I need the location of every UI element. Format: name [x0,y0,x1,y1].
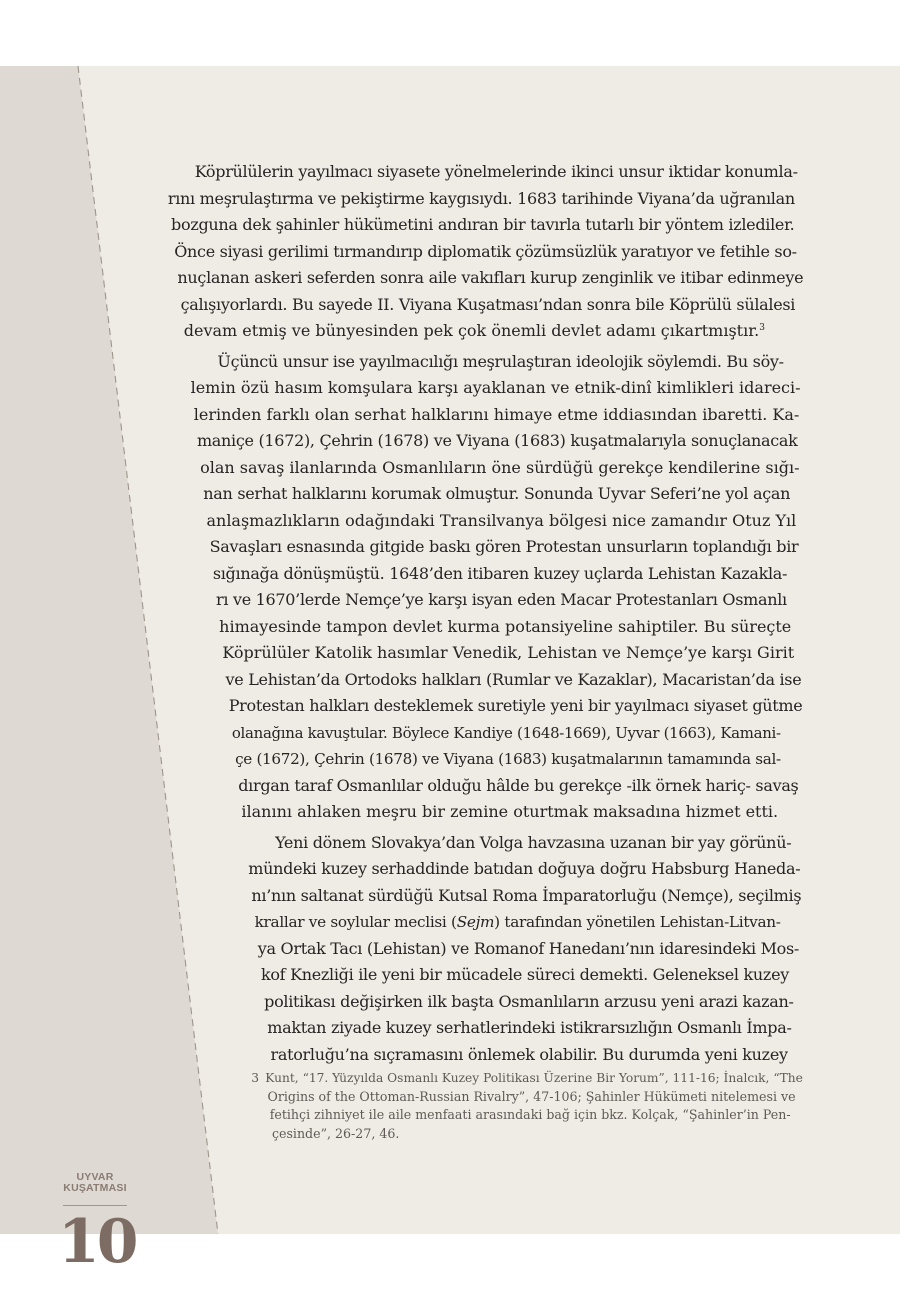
text-line [248,856,803,883]
text-line [238,773,803,800]
text-line [264,989,803,1016]
text-segment: nuçlanan askeri seferden sonra aile vakıfları kurup zenginlik ve itibar edinmeye [177,268,804,287]
chapter-label [60,1172,130,1194]
footnote-text: çesinde”, 26-27, 46. [271,1125,400,1141]
footnote-line [251,1069,803,1088]
text-line [177,265,803,292]
italic-term: Sejm [456,913,495,931]
footnote-line [272,1125,803,1144]
text-segment: lerinden farklı olan serhat halklarını himaye etme iddiasından ibaretti. Ka- [193,404,800,424]
text-segment: Köprülülerin yayılmacı siyasete yönelmelerinde ikinci unsur iktidar konumla- [194,162,798,181]
text-segment: ve Lehistan’da Ortodoks halkları (Rumlar ve Kazaklar), Macaristan’da ise [225,669,802,689]
text-segment: Savaşları esnasında gitgide baskı gören Protestan unsurların toplandığı bir [209,537,799,556]
footnote-text: Kunt, “17. Yüzyılda Osmanlı Kuzey Politikası Üzerine Bir Yorum”, 111-16; İnalcık, “The [265,1071,803,1085]
text-segment: anlaşmazlıkların odağındaki Transilvanya bölgesi nice zamandır Otuz Yıl [206,510,797,530]
text-line [232,720,803,747]
text-segment: Köprülüler Katolik hasımlar Venedik, Lehistan ve Nemçe’ye karşı Girit [222,643,795,662]
text-segment: lemin özü hasım komşulara karşı ayaklanan ve etnik-dinî kimlikleri idareci- [190,378,801,397]
text-segment: çe (1672), Çehrin (1678) ve Viyana (1683) kuşatmalarının tamamında sal- [235,750,781,768]
text-segment: Protestan halkları desteklemek suretiyle yeni bir yayılmacı siyaset gütme [228,696,803,715]
body-text [0,159,900,1068]
text-line [258,936,803,963]
book-page [0,66,900,1277]
text-line [195,159,803,186]
text-segment: olanağına kavuştular. Böylece Kandiye (1648-1669), Uyvar (1663), Kamani- [231,723,781,742]
text-segment: himayesinde tampon devlet kurma potansiyeline sahiptiler. Bu süreçte [219,616,792,636]
text-segment: olan savaş ilanlarında Osmanlıların öne sürdüğü gerekçe kendilerine sığı- [200,457,800,477]
text-segment: nı’nın saltanat sürdüğü Kutsal Roma İmparatorluğu (Nemçe), seçilmiş [251,885,802,905]
text-segment: Yeni dönem Slovakya’dan Volga havzasına uzanan bir yay görünü- [275,832,792,852]
text-segment: nan serhat halklarını korumak olmuştur. Sonunda Uyvar Seferi’ne yol açan [203,484,791,503]
text-line [174,239,803,266]
text-segment: Üçüncü unsur ise yayılmacılığı meşrulaştıran ideolojik söylemdi. Bu söy- [217,351,784,371]
text-segment: krallar ve soylular meclisi ( [254,913,457,931]
footnote-line [268,1088,803,1107]
text-line [181,292,803,319]
text-line [203,481,803,508]
text-segment: ilanını ahlaken meşru bir zemine oturtmak maksadına hizmet etti. [241,802,779,821]
text-line [267,1015,803,1042]
text-line [251,883,803,910]
text-line [241,799,803,826]
text-segment: ya Ortak Tacı (Lehistan) ve Romanof Hanedanı’nın idaresindeki Mos- [257,938,800,958]
text-segment: devam etmiş ve bünyesinden pek çok önemli devlet adamı çıkartmıştır. [183,321,760,340]
text-line [200,455,803,482]
page-number: 10 [58,1207,136,1277]
text-line [229,693,803,720]
text-segment: politikası değişirken ilk başta Osmanlıların arzusu yeni arazi kazan- [264,991,794,1011]
text-line [275,830,803,857]
text-line [184,318,803,345]
text-line [216,587,803,614]
text-segment: dırgan taraf Osmanlılar olduğu hâlde bu gerekçe -ilk örnek hariç- savaş [238,775,799,795]
text-line [210,534,803,561]
text-line [270,1042,803,1069]
paragraph-3 [0,830,900,1069]
text-segment: rı ve 1670’lerde Nemçe’ye karşı isyan eden Macar Protestanları Osmanlı [216,590,787,609]
text-segment: kof Knezliği ile yeni bir mücadele süreci demekti. Geleneksel kuzey [260,965,789,984]
text-line [194,402,803,429]
text-segment: bozguna dek şahinler hükümetini andıran bir tavırla tutarlı bir yöntem izlediler. [171,215,795,234]
text-line [197,428,803,455]
text-segment: rını meşrulaştırma ve pekiştirme kaygısıydı. 1683 tarihinde Viyana’da uğranılan [167,188,795,208]
chapter-label-line2: KUŞATMASI [63,1182,127,1194]
footnote [0,1069,900,1143]
text-line [226,667,803,694]
footnote-line [270,1106,803,1125]
text-segment: sığınağa dönüşmüştü. 1648’den itibaren kuzey uçlarda Lehistan Kazakla- [212,563,788,583]
paragraph-2 [0,349,900,826]
text-line [222,640,803,667]
text-line [261,962,803,989]
text-segment: çalışıyorlardı. Bu sayede II. Viyana Kuşatması’ndan sonra bile Köprülü sülalesi [180,294,796,314]
footnote-text: Origins of the Ottoman-Russian Rivalry”, 47-106; Şahinler Hükümeti nitelemesi ve [267,1088,796,1104]
text-line [217,349,803,376]
paragraph-1 [0,159,900,345]
text-line [171,212,803,239]
text-line [235,746,803,773]
footnote-lines [0,1069,900,1143]
text-segment: maktan ziyade kuzey serhatlerindeki istikrarsızlığın Osmanlı İmpa- [267,1018,792,1037]
text-line [191,375,803,402]
text-segment: ) tarafından yönetilen Lehistan-Litvan- [494,913,781,931]
footnote-ref[interactable]: 3 [759,323,765,333]
text-segment: mündeki kuzey serhaddinde batıdan doğuya doğru Habsburg Haneda- [248,859,801,878]
text-segment: maniçe (1672), Çehrin (1678) ve Viyana (1683) kuşatmalarıyla sonuçlanacak [196,431,798,450]
footnote-text: fetihçi zihniyet ile aile menfaati arasındaki bağ için bkz. Kolçak, “Şahinler’in Pen- [269,1107,791,1122]
text-line [213,561,803,588]
text-line [219,614,803,641]
chapter-label-line1: UYVAR [76,1171,114,1183]
text-line [206,508,803,535]
text-segment: Önce siyasi gerilimi tırmandırıp diplomatik çözümsüzlük yaratıyor ve fetihle so- [174,241,797,261]
text-line [168,186,803,213]
text-segment: ratorluğu’na sıçramasını önlemek olabilir. Bu durumda yeni kuzey [270,1044,788,1064]
text-line [255,909,803,936]
footnote-number: 3 [251,1071,260,1085]
